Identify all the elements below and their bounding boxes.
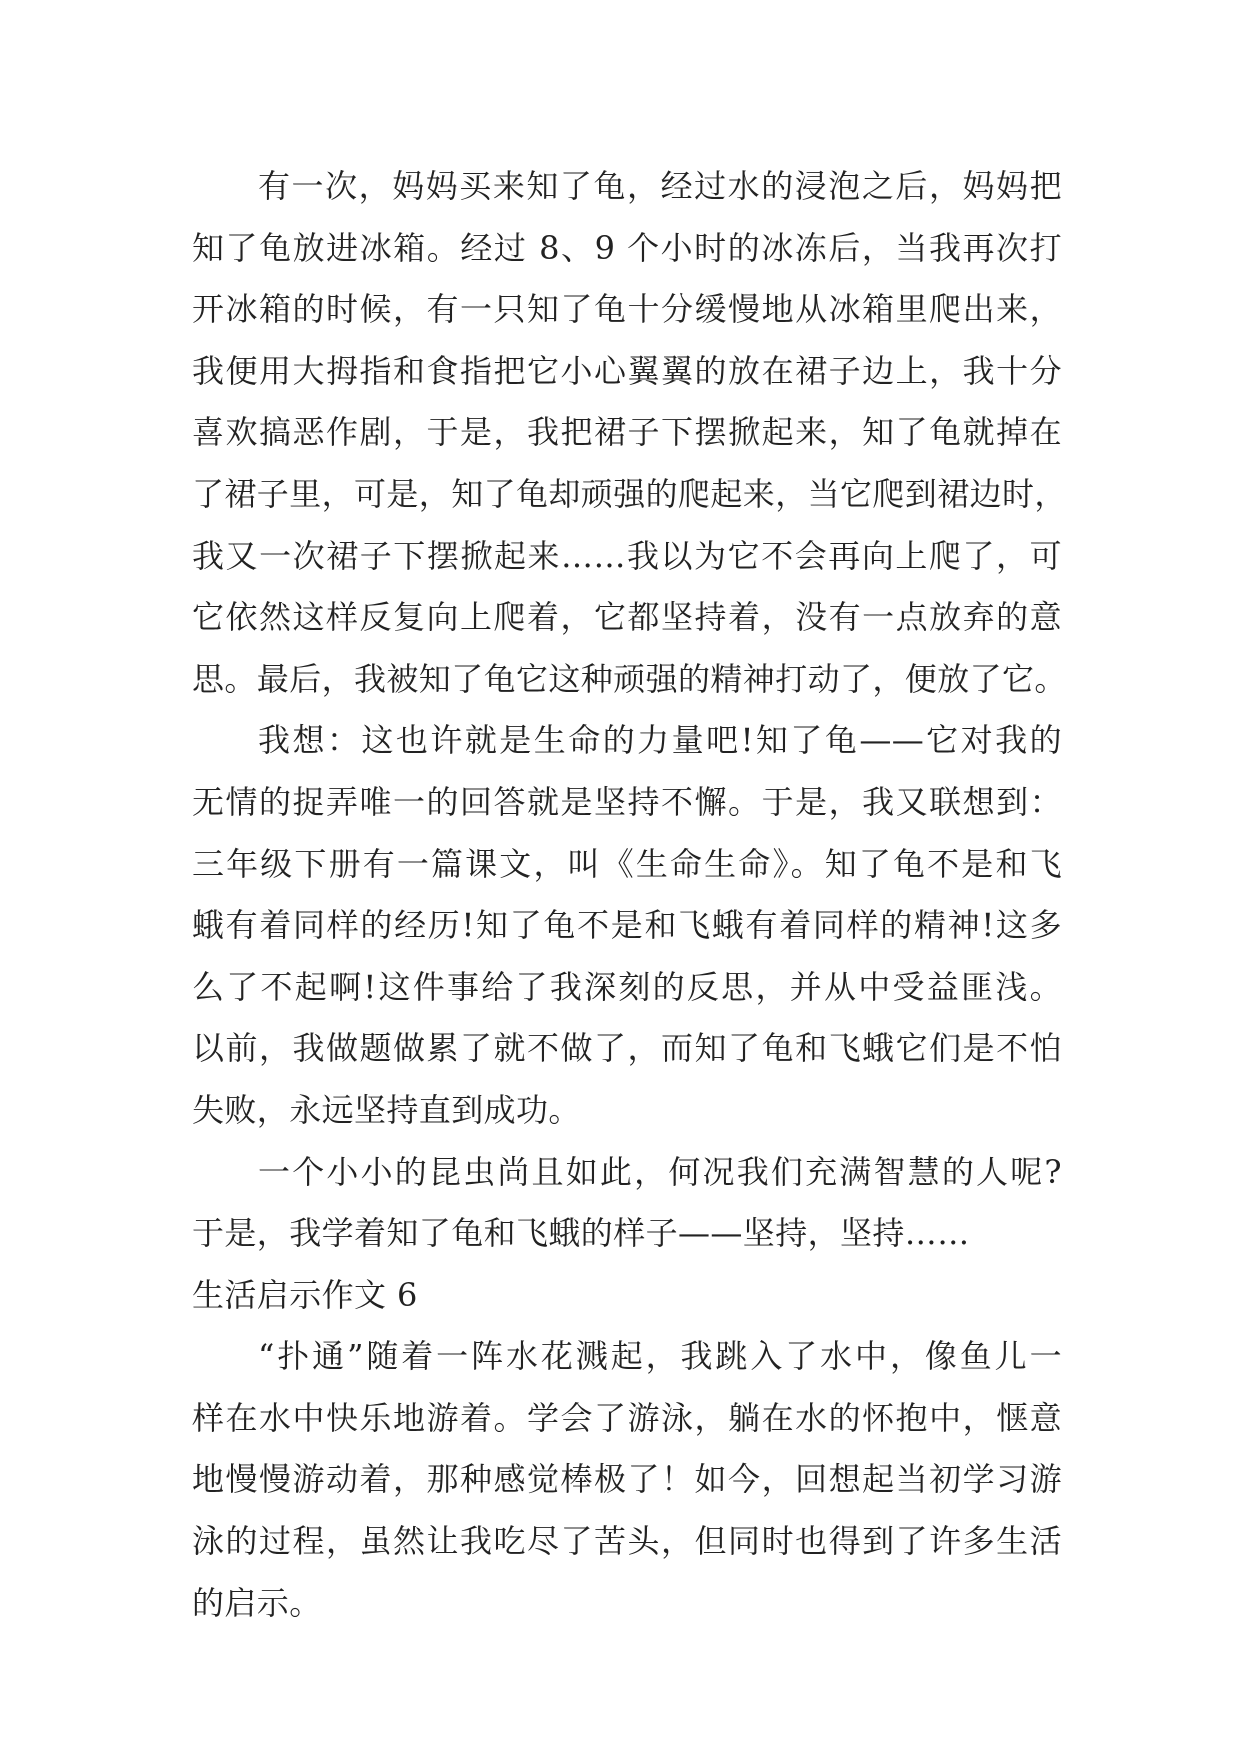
paragraph bbox=[192, 710, 1062, 1141]
text-line: 喜欢搞恶作剧，于是，我把裙子下摆掀起来，知了龟就掉在 bbox=[192, 413, 1062, 452]
text-line: 它依然这样反复向上爬着，它都坚持着，没有一点放弃的意 bbox=[192, 598, 1062, 637]
text-line: 么了不起啊!这件事给了我深刻的反思，并从中受益匪浅。 bbox=[192, 967, 1062, 1006]
text-line: 泳的过程，虽然让我吃尽了苦头，但同时也得到了许多生活 bbox=[192, 1522, 1062, 1561]
text-line: 有一次，妈妈买来知了龟，经过水的浸泡之后，妈妈把 bbox=[258, 167, 1062, 205]
text-line: 样在水中快乐地游着。学会了游泳，躺在水的怀抱中，惬意 bbox=[192, 1398, 1062, 1437]
text-line: 我便用大拇指和食指把它小心翼翼的放在裙子边上，我十分 bbox=[192, 351, 1062, 390]
text-line: 失败，永远坚持直到成功。 bbox=[192, 1090, 581, 1129]
text-line: 一个小小的昆虫尚且如此，何况我们充满智慧的人呢? bbox=[258, 1152, 1062, 1191]
text-line: 开冰箱的时候，有一只知了龟十分缓慢地从冰箱里爬出来， bbox=[192, 290, 1062, 329]
text-line: 无情的捉弄唯一的回答就是坚持不懈。于是，我又联想到： bbox=[192, 782, 1062, 821]
paragraph bbox=[192, 156, 1067, 710]
text-line: 地慢慢游动着，那种感觉棒极了！如今，回想起当初学习游 bbox=[192, 1460, 1062, 1499]
text-line: 于是，我学着知了龟和飞蛾的样子——坚持，坚持…… bbox=[192, 1214, 970, 1253]
heading-line: 生活启示作文 6 bbox=[192, 1275, 418, 1314]
text-line: “扑通”随着一阵水花溅起，我跳入了水中，像鱼儿一 bbox=[258, 1337, 1062, 1376]
text-line: 我想：这也许就是生命的力量吧!知了龟——它对我的 bbox=[258, 721, 1062, 760]
text-line: 三年级下册有一篇课文，叫《生命生命》。知了龟不是和飞 bbox=[192, 844, 1062, 883]
text-line: 思。最后，我被知了龟它这种顽强的精神打动了，便放了它。 bbox=[192, 659, 1067, 698]
text-line: 我又一次裙子下摆掀起来……我以为它不会再向上爬了，可 bbox=[192, 536, 1062, 575]
text-line: 蛾有着同样的经历!知了龟不是和飞蛾有着同样的精神!这多 bbox=[192, 906, 1062, 945]
document-body bbox=[192, 156, 1067, 1634]
text-line: 知了龟放进冰箱。经过 8、9 个小时的冰冻后，当我再次打 bbox=[192, 228, 1062, 267]
text-line: 以前，我做题做累了就不做了，而知了龟和飞蛾它们是不怕 bbox=[192, 1029, 1062, 1068]
section-heading bbox=[192, 1265, 1062, 1327]
text-line: 的启示。 bbox=[192, 1583, 322, 1622]
paragraph bbox=[192, 1142, 1062, 1265]
text-line: 了裙子里，可是，知了龟却顽强的爬起来，当它爬到裙边时， bbox=[192, 474, 1067, 513]
paragraph bbox=[192, 1326, 1062, 1634]
